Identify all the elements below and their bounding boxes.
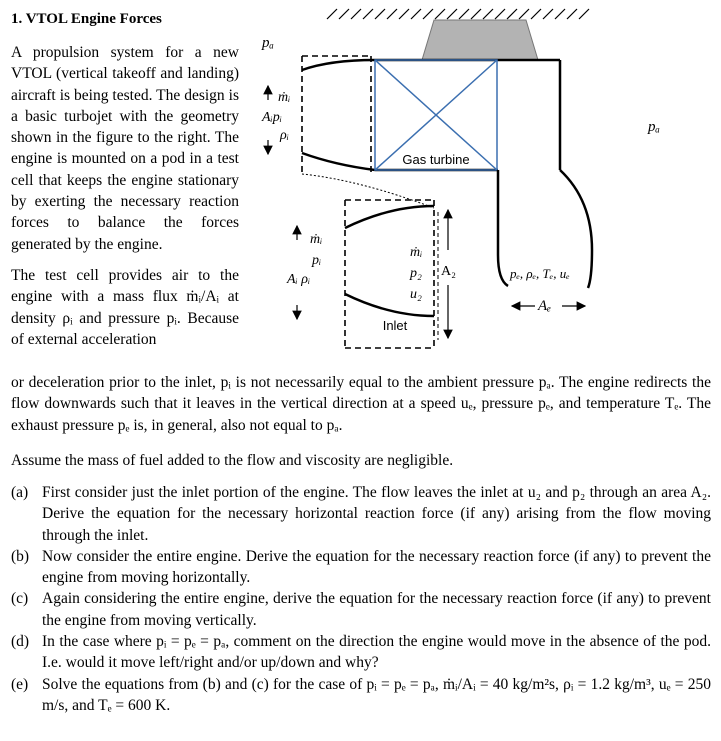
station2-p2: p₂ bbox=[410, 266, 422, 281]
assumption-text bbox=[11, 450, 711, 471]
question-label: (d) bbox=[11, 633, 30, 651]
question-list bbox=[11, 482, 711, 716]
inflow-bottom-p: pᵢ bbox=[312, 253, 322, 268]
question-text: Now consider the entire engine. Derive the equation for the necessary reaction force (if any) to prevent the engine from moving horizontally. bbox=[42, 547, 711, 587]
assumption-paragraph: Assume the mass of fuel added to the flow and viscosity are negligible. bbox=[11, 452, 454, 469]
inflow-top-mdot: ṁᵢ bbox=[278, 90, 291, 105]
intro-paragraph-2: The test cell provides air to the engine with a mass flux ṁᵢ/Aᵢ at density ρᵢ and pressure pᵢ. Because of external acceleration bbox=[11, 266, 239, 348]
pa-left-label: pₐ bbox=[262, 35, 274, 51]
exhaust-label: pₑ, ρₑ, Tₑ, uₑ bbox=[510, 266, 570, 281]
inlet-label: Inlet bbox=[382, 318, 408, 333]
station2-mdot: ṁᵢ bbox=[410, 245, 423, 260]
inflow-top-rho: ρᵢ bbox=[280, 128, 289, 143]
pa-right-label: pₐ bbox=[648, 119, 660, 135]
question-e bbox=[11, 674, 711, 717]
gas-turbine-label: Gas turbine bbox=[402, 152, 470, 167]
question-label: (c) bbox=[11, 590, 29, 608]
engine-figure bbox=[240, 0, 715, 372]
intro-text bbox=[11, 42, 239, 350]
question-text: Solve the equations from (b) and (c) for the case of pᵢ = pₑ = pₐ, ṁᵢ/Aᵢ = 40 kg/m²s, ρᵢ = 1.2 kg/m³, uₑ = 250 m/s, and Tₑ = 600 K. bbox=[42, 675, 711, 714]
ceiling-hatch bbox=[327, 9, 589, 19]
question-c bbox=[11, 588, 711, 631]
question-text: Again considering the entire engine, derive the equation for the necessary reaction force (if any) to prevent the engine from moving vertically. bbox=[42, 590, 711, 629]
duct-connector bbox=[302, 174, 434, 208]
question-a bbox=[11, 482, 711, 546]
pod-mount bbox=[422, 20, 538, 60]
question-d bbox=[11, 631, 711, 674]
question-label: (b) bbox=[11, 547, 30, 565]
a2-label: A₂ bbox=[441, 264, 456, 279]
ae-label: Aₑ bbox=[538, 298, 552, 314]
question-label: (a) bbox=[11, 484, 29, 501]
question-text: In the case where pᵢ = pₑ = pₐ, comment on the direction the engine would move in the absence of the pod. I.e. would it move left/right and/or up/down and why? bbox=[42, 633, 711, 672]
inflow-bottom-arho: Aᵢ ρᵢ bbox=[287, 272, 311, 287]
continuation-text bbox=[11, 372, 711, 436]
continuation-paragraph: or deceleration prior to the inlet, pᵢ is not necessarily equal to the ambient pressure pₐ. The engine redirects the flow downwards such that it leaves in the vertical direction at a speed uₑ, pressure pₑ, and temperature Tₑ. The exhaust pressure pₑ is, in general, also not equal to pₐ. bbox=[11, 374, 711, 434]
intro-paragraph-1: A propulsion system for a new VTOL (vertical takeoff and landing) aircraft is being tested. The design is a basic turbojet with the geometry shown in the figure to the right. The engine is mounted on a pod in a test cell that keeps the engine stationary by exerting the necessary reaction forces to balance the forces generated by the engine. bbox=[11, 44, 239, 253]
question-text: First consider just the inlet portion of the engine. The flow leaves the inlet at u₂ and p₂ through an area A₂. Derive the equation for the necessary horizontal reaction force (if any) arising from the flow moving through the inlet. bbox=[42, 484, 711, 544]
station2-u2: u₂ bbox=[410, 287, 422, 302]
problem-title: 1. VTOL Engine Forces bbox=[11, 11, 162, 27]
inflow-top-apressure: Aᵢpᵢ bbox=[262, 110, 282, 125]
inflow-bottom-mdot: ṁᵢ bbox=[310, 232, 323, 247]
question-label: (e) bbox=[11, 675, 29, 693]
question-b bbox=[11, 546, 711, 589]
